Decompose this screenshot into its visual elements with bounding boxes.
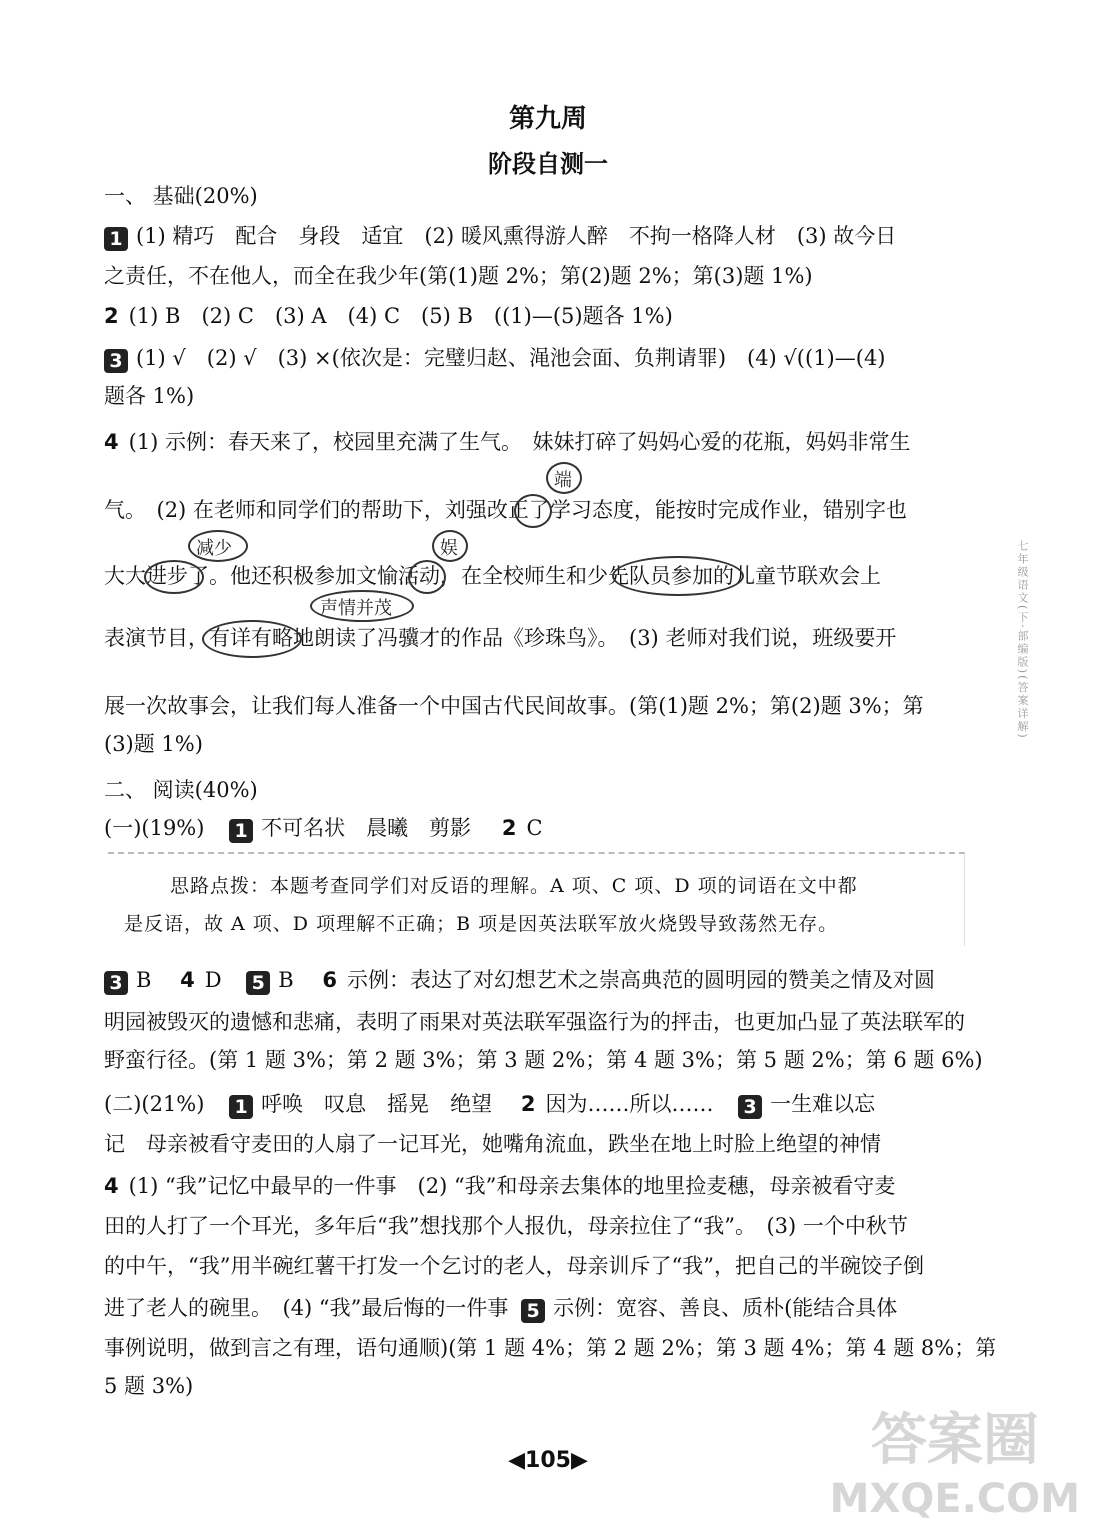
q4-line5: 展一次故事会，让我们每人准备一个中国古代民间故事。(第(1)题 2%；第(2)题 3%；第 <box>104 694 924 718</box>
r1-q6-text-1: 示例：表达了对幻想艺术之崇高典范的圆明园的赞美之情及对圆 <box>347 968 936 992</box>
reading2-line7: 事例说明，做到言之有理，语句通顺)(第 1 题 4%；第 2 题 2%；第 3 题 4%；第 4 题 8%；第 <box>104 1336 997 1360</box>
page-number: ◀105▶ <box>508 1448 588 1473</box>
q1-line2: 之责任，不在他人，而全在我少年(第(1)题 2%；第(2)题 2%；第(3)题 1%) <box>104 264 813 288</box>
side-margin-text: 七年级语文(下·部编版)(答案详解) <box>1016 540 1029 740</box>
watermark-line1: 答案圈 <box>870 1408 1039 1473</box>
q4-line3: 大大进步了。他还积极参加文愉活动，在全校师生和少先队员参加的儿童节联欢会上 <box>104 564 881 588</box>
r2-q5-text-1: 示例：宽容、善良、质朴(能结合具体 <box>553 1296 898 1320</box>
r1-q2-text: C <box>526 816 543 840</box>
reading2-line3 <box>104 1172 895 1200</box>
week-title: 第九周 <box>508 104 587 134</box>
correction-annotation: 声情并茂 <box>320 598 392 619</box>
r2-q1-badge: 1 <box>229 1095 253 1119</box>
r1-q5-text: B <box>278 968 294 992</box>
r1-q1-text: 不可名状 晨曦 剪影 <box>261 816 472 840</box>
correction-circle <box>546 462 582 494</box>
r2-q1-text: 呼唤 叹息 摇晃 绝望 <box>261 1092 493 1116</box>
reading2-line6 <box>104 1294 897 1323</box>
correction-circle <box>144 560 204 594</box>
r2-q4-text-1: (1) “我”记忆中最早的一件事 (2) “我”和母亲去集体的地里捡麦穗，母亲被看守麦 <box>128 1174 896 1198</box>
r2-q2-number: 2 <box>520 1092 536 1116</box>
q3-text-1: (1) √ (2) √ (3) ×(依次是：完璧归赵、渑池会面、负荆请罪) (4) √((1)—(4) <box>136 346 886 370</box>
correction-circle <box>432 530 468 562</box>
q2-line1 <box>104 302 673 330</box>
reading2-line5: 的中午，“我”用半碗红薯干打发一个乞讨的老人，母亲训斥了“我”，把自己的半碗饺子倒 <box>104 1254 924 1278</box>
reading2-head: (二)(21%) <box>104 1092 205 1116</box>
q2-number: 2 <box>104 304 119 328</box>
r1-q4-text: D <box>204 968 222 992</box>
r1-q1-badge: 1 <box>229 819 253 843</box>
q4-line1 <box>104 428 911 456</box>
correction-circle <box>514 494 552 528</box>
r2-q4-text-4: 进了老人的碗里。 (4) “我”最后悔的一件事 <box>104 1296 509 1320</box>
section-reading-heading: 二、 阅读(40%) <box>104 778 258 802</box>
watermark-line2: MXQE.COM <box>829 1476 1080 1522</box>
reading1-line1 <box>104 814 543 843</box>
correction-annotation: 娱 <box>440 538 458 559</box>
r1-q5-badge: 5 <box>246 971 270 995</box>
correction-circle <box>408 560 446 594</box>
q3-line1 <box>104 344 886 373</box>
watermark-logo <box>829 1408 1080 1528</box>
q1-number-badge: 1 <box>104 227 128 251</box>
correction-circle <box>202 620 302 658</box>
q2-text: (1) B (2) C (3) A (4) C (5) B ((1)—(5)题各 1%) <box>128 304 673 328</box>
q4-text-1: (1) 示例：春天来了，校园里充满了生气。 妹妹打碎了妈妈心爱的花瓶，妈妈非常生 <box>128 430 911 454</box>
reading2-line2: 记 母亲被看守麦田的人扇了一记耳光，她嘴角流血，跌坐在地上时脸上绝望的神情 <box>104 1132 881 1156</box>
reading2-line4: 田的人打了一个耳光，多年后“我”想找那个人报仇，母亲拉住了“我”。 (3) 一个中秋节 <box>104 1214 908 1238</box>
q4-line6: (3)题 1%) <box>104 732 203 756</box>
q3-line2: 题各 1%) <box>104 384 195 408</box>
correction-annotation: 端 <box>554 470 572 491</box>
r2-q5-badge: 5 <box>521 1299 545 1323</box>
r1-q2-number: 2 <box>501 816 517 840</box>
q4-line2: 气。 (2) 在老师和同学们的帮助下，刘强改正了学习态度，能按时完成作业，错别字也 <box>104 498 907 522</box>
tip-line1: 思路点拨：本题考查同学们对反语的理解。A 项、C 项、D 项的词语在文中都 <box>170 875 858 897</box>
q1-text-1: (1) 精巧 配合 身段 适宜 (2) 暖风熏得游人醉 不拘一格降人材 (3) 故今日 <box>136 224 897 248</box>
q1-line1 <box>104 222 896 251</box>
correction-circle <box>612 556 744 596</box>
r1-q3-text: B <box>136 968 152 992</box>
r2-q3-badge: 3 <box>738 1095 762 1119</box>
q4-line4: 表演节目，有详有略地朗读了冯骥才的作品《珍珠鸟》。 (3) 老师对我们说，班级要开 <box>104 626 897 650</box>
reading2-line1 <box>104 1090 875 1119</box>
section-basics-heading: 一、 基础(20%) <box>104 184 258 208</box>
correction-circle <box>310 590 414 622</box>
reading1-line4: 野蛮行径。(第 1 题 3%；第 2 题 3%；第 3 题 2%；第 4 题 3%；第 5 题 2%；第 6 题 6%) <box>104 1048 983 1072</box>
r2-q2-text: 因为……所以…… <box>545 1092 714 1116</box>
correction-annotation: 减少 <box>196 538 232 559</box>
tip-line2: 是反语，故 A 项、D 项理解不正确；B 项是因英法联军放火烧毁导致荡然无存。 <box>124 913 839 935</box>
correction-circle <box>188 530 248 562</box>
q3-number-badge: 3 <box>104 349 128 373</box>
r2-q4-number: 4 <box>104 1174 119 1198</box>
r1-q4-number: 4 <box>180 968 195 992</box>
reading1-line2 <box>104 966 935 995</box>
q4-number: 4 <box>104 430 119 454</box>
reading1-head: (一)(19%) <box>104 816 205 840</box>
reading2-line8: 5 题 3%) <box>104 1374 194 1398</box>
r1-q3-badge: 3 <box>104 971 128 995</box>
r1-q6-number: 6 <box>322 968 338 992</box>
page-title: 阶段自测一 <box>488 150 608 178</box>
reading1-line3: 明园被毁灭的遗憾和悲痛，表明了雨果对英法联军强盗行为的抨击，也更加凸显了英法联军的 <box>104 1010 965 1034</box>
r2-q3-text-1: 一生难以忘 <box>770 1092 876 1116</box>
